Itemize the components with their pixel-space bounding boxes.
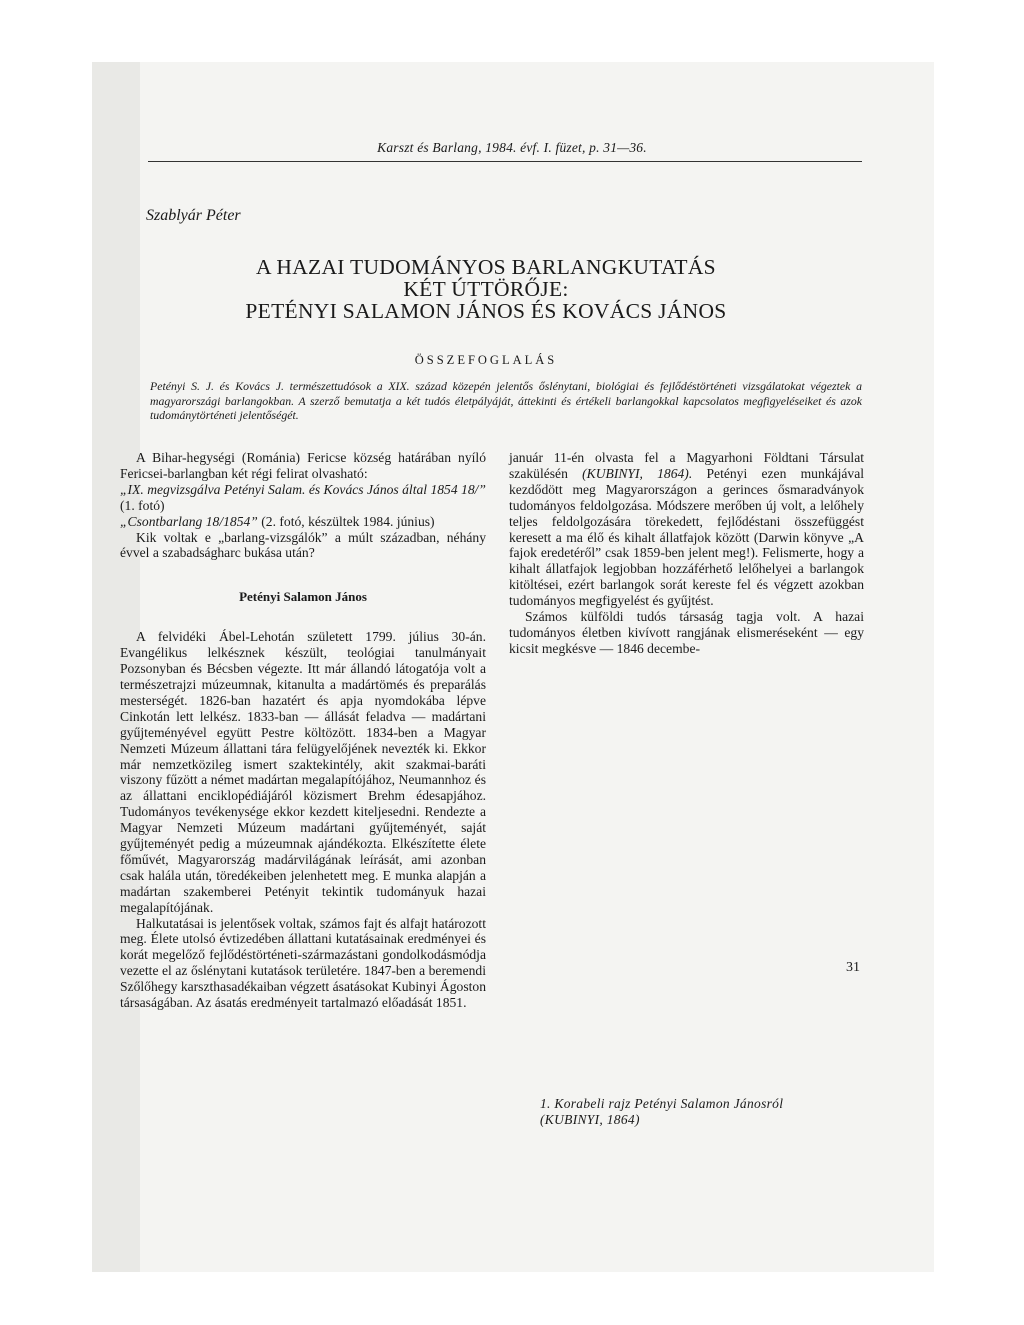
inscription-1-text: „IX. megvizsgálva Petényi Salam. és Kovács János által 1854 18/”: [120, 481, 486, 497]
running-head: Karszt és Barlang, 1984. évf. I. füzet, p. 31—36.: [377, 140, 647, 155]
inscription-2-text: „Csontbarlang 18/1854”: [120, 513, 258, 529]
title-line-1: A HAZAI TUDOMÁNYOS BARLANGKUTATÁS: [256, 255, 716, 279]
section-heading: Petényi Salamon János: [239, 589, 367, 605]
continuation-text-end: Petényi ezen munkájával kezdődött meg Magyarországon a gerinces ősmaradványok tudományos feldolgozása. Módszere merőben új volt, a lelőhely teljes feldolgozására törekedett, fejlődéstani összefüggést keresett a ma élő és kihalt állatfajok között (Darwin könyve „A fajok eredetéről” csak 1859-ben jelent meg!). Felismerte, hogy a kihalt állatfajok legjobban hozzáférhető lelőhelyei a barlangok kitöltései, ezért barlangok sorát kereste fel és végzett azokban tudományos megfigyelést és gyűjtést.: [509, 465, 864, 609]
biography-paragraph: A felvidéki Ábel-Lehotán született 1799. július 30-án. Evangélikus lelkésznek készült, teológiai tanulmányait Pozsonyban és Bécsben végezte. Itt már állandó látogatója volt a természetrajzi múzeumnak, kitanulta a madártömés és preparálás mesterségét. 1826-ban hazatért és apja nyomdokába lépve Cinkotán lett lelkész. 1833-ban — állását feladva — madártani gyűjteményével együtt Pestre költözött. 1834-ben a Magyar Nemzeti Múzeum állattani tára felügyelőjének nevezték ki. Ekkor már nemzetközileg ismert szaktekintély, akit szakmai-baráti viszony fűzött a német madártan megalapítójához, Neumannhoz és az állattani enciklopédiájáról közismert Brehm édesapjához. Tudományos tevékenysége ekkor kezdett kiteljesedni. Rendezte a Magyar Nemzeti Múzeum madártani gyűjteményét, saját gyűjteményét pedig a múzeumnak ajándékozta. Elkészítette élete főművét, Magyarország madárvilágának leírását, ami azonban csak halála után, töredékeiben jelenhetett meg. E munka alapján a madártan szakemberei Petényit tekintik tudományuk hazai megalapítójának.: [120, 629, 486, 915]
inscription-1-note: (1. fotó): [120, 497, 165, 513]
page-number: 31: [846, 960, 860, 975]
header-rule: [148, 161, 862, 162]
article-title: [0, 256, 972, 322]
left-column: [120, 450, 486, 1011]
question-paragraph: Kik voltak e „barlang-vizsgálók” a múlt században, néhány évvel a szabadságharc bukása után?: [120, 529, 486, 561]
figure-caption: [540, 1096, 870, 1128]
continuation-paragraph: [509, 450, 864, 609]
author-name: Szablyár Péter: [146, 207, 241, 224]
intro-paragraph: A Bihar-hegységi (Románia) Fericse község határában nyíló Fericsei-barlangban két régi felirat olvasható:: [120, 450, 486, 481]
right-column: [509, 450, 864, 657]
inscription-2: [120, 514, 486, 530]
research-paragraph: Halkutatásai is jelentősek voltak, számos fajt és alfajt határozott meg. Élete utolsó évtizedében állattani kutatásainak eredményei és korát megelőző fejlődéstörténeti-származástani gondolkodásmódja vezette el az őslénytani kutatások területére. 1847-ben a beremendi Szőlőhegy karszthasadékaiban végzett ásatásokat Kubinyi Ágoston társaságában. Az ásatás eredményeit tartalmazó előadását 1851.: [120, 915, 486, 1011]
continuation-text-start: január 11-én olvasta fel a Magyarhoni Földtani Társulat szakülésén: [509, 450, 864, 481]
title-line-3: PETÉNYI SALAMON JÁNOS ÉS KOVÁCS JÁNOS: [245, 299, 727, 323]
abstract-heading: ÖSSZEFOGLALÁS: [414, 353, 558, 367]
societies-paragraph: Számos külföldi tudós társaság tagja volt. A hazai tudományos életben kivívott rangjának elismeréseként — egy kicsit megkésve — 1846 decembe-: [509, 609, 864, 656]
figure-caption-line-2: (KUBINYI, 1864): [540, 1112, 640, 1127]
inscription-1: [120, 482, 486, 514]
figure-caption-line-1: 1. Korabeli rajz Petényi Salamon Jánosról: [540, 1096, 784, 1111]
citation: (KUBINYI, 1864).: [582, 465, 693, 481]
abstract-text: Petényi S. J. és Kovács J. természettudósok a XIX. század közepén jelentős őslénytani, biológiai és fejlődéstörténeti vizsgálatokat végeztek a magyarországi barlangokban. A szerző bemutatja a két tudós életpályáját, áttekinti és értékeli barlangokkal kapcsolatos megfigyeléseiket és azok tudománytörténeti jelentőségét.: [150, 379, 862, 422]
title-line-2: KÉT ÚTTÖRŐJE:: [403, 277, 569, 301]
inscription-2-note: (2. fotó, készültek 1984. június): [257, 513, 435, 529]
